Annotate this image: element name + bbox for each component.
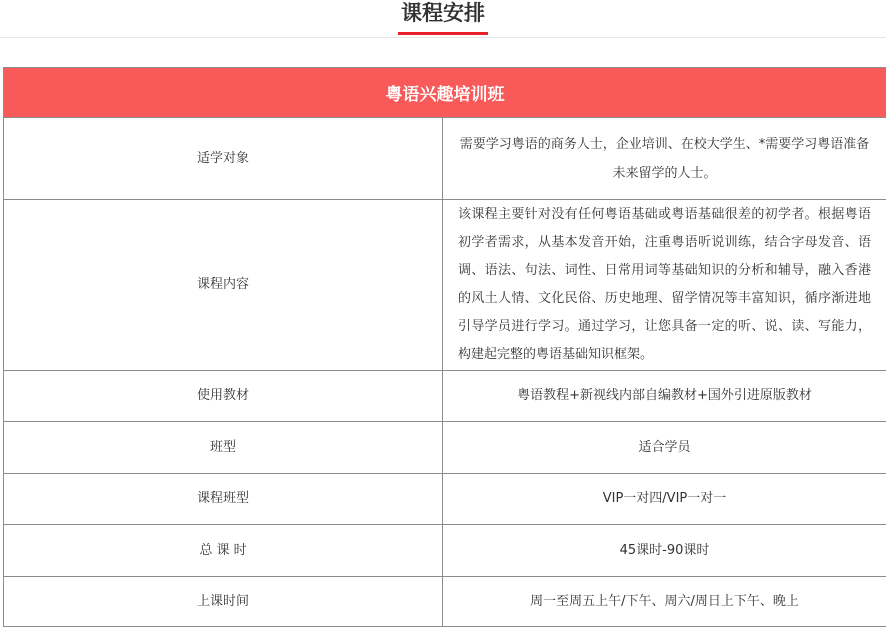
row-label: 使用教材	[4, 371, 443, 422]
row-label: 适学对象	[4, 118, 443, 200]
row-label: 课程内容	[4, 200, 443, 371]
section-title: 课程安排	[401, 1, 485, 25]
row-label: 总 课 时	[4, 525, 443, 577]
row-label: 课程班型	[4, 474, 443, 525]
row-label: 上课时间	[4, 577, 443, 627]
course-schedule-table	[3, 67, 886, 627]
row-value: 周一至周五上午/下午、周六/周日上下午、晚上	[443, 577, 886, 627]
row-value: 需要学习粤语的商务人士，企业培训、在校大学生、*需要学习粤语准备未来留学的人士。	[443, 118, 886, 200]
table-row	[4, 525, 886, 577]
table-row	[4, 200, 886, 371]
table-row	[4, 422, 886, 474]
title-underline	[398, 32, 488, 35]
row-value: 适合学员	[443, 422, 886, 474]
table-row	[4, 474, 886, 525]
row-value: VIP一对四/VIP一对一	[443, 474, 886, 525]
table-row	[4, 371, 886, 422]
table-row	[4, 577, 886, 627]
row-value: 45课时-90课时	[443, 525, 886, 577]
table-heading: 粤语兴趣培训班	[4, 68, 886, 118]
row-label: 班型	[4, 422, 443, 474]
row-value: 粤语教程+新视线内部自编教材+国外引进原版教材	[443, 371, 886, 422]
table-row	[4, 118, 886, 200]
section-header	[0, 0, 886, 38]
row-value: 该课程主要针对没有任何粤语基础或粤语基础很差的初学者。根据粤语初学者需求，从基本发音开始，注重粤语听说训练，结合字母发音、语调、语法、句法、词性、日常用词等基础知识的分析和辅导，融入香港的风土人情、文化民俗、历史地理、留学情况等丰富知识，循序渐进地引导学员进行学习。通过学习，让您具备一定的听、说、读、写能力，构建起完整的粤语基础知识框架。	[443, 200, 886, 371]
table-header-row	[4, 68, 886, 118]
